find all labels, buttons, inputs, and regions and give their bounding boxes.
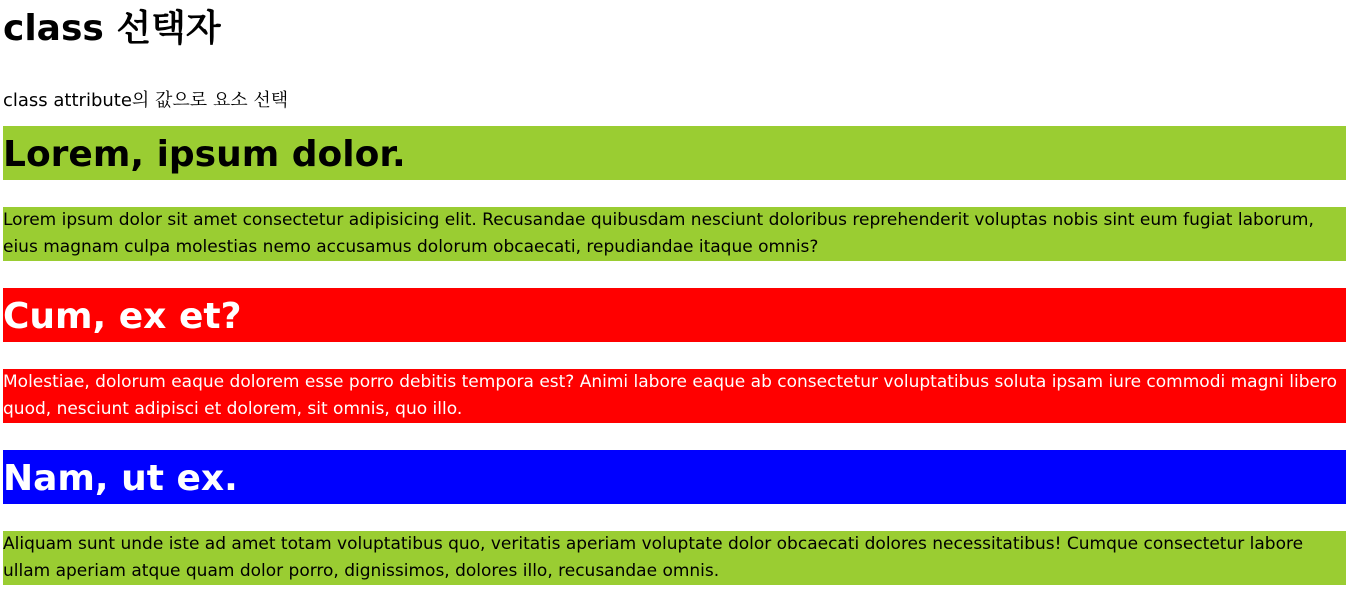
section-paragraph-1: Lorem ipsum dolor sit amet consectetur adipisicing elit. Recusandae quibusdam nesciunt doloribus reprehenderit voluptas nobis sint eum fugiat laborum, eius magnam culpa molestias nemo accusamus dolorum obcaecati, repudiandae itaque omnis? — [3, 207, 1346, 261]
section-heading-1: Lorem, ipsum dolor. — [3, 126, 1346, 180]
section-paragraph-2: Molestiae, dolorum eaque dolorem esse porro debitis tempora est? Animi labore eaque ab consectetur voluptatibus soluta ipsam iure commodi magni libero quod, nesciunt adipisci et dolorem, sit omnis, quo illo. — [3, 369, 1346, 423]
section-heading-3: Nam, ut ex. — [3, 450, 1346, 504]
page-subtitle: class attribute의 값으로 요소 선택 — [3, 90, 289, 111]
section-paragraph-3: Aliquam sunt unde iste ad amet totam voluptatibus quo, veritatis aperiam voluptate dolor obcaecati dolores necessitatibus! Cumque consectetur labore ullam aperiam atque quam dolor porro, dignissimos, dolores illo, recusandae omnis. — [3, 531, 1346, 585]
page-title: class 선택자 — [3, 8, 221, 49]
section-heading-2: Cum, ex et? — [3, 288, 1346, 342]
